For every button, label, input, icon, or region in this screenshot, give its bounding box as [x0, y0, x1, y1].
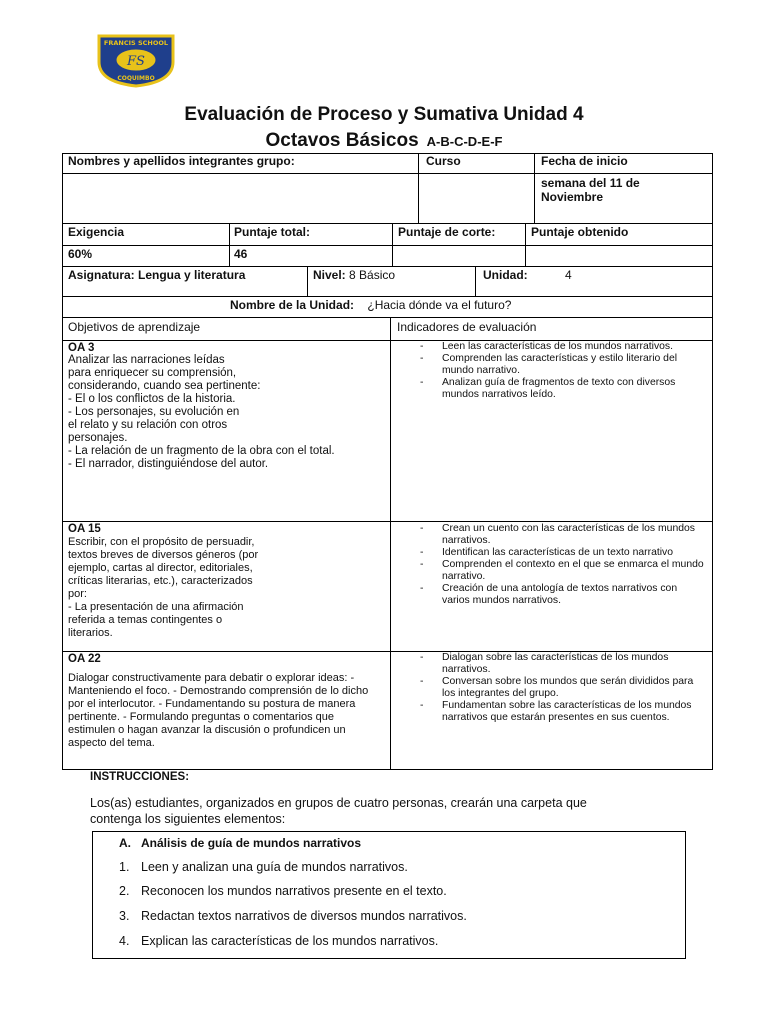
- objective-line: - La presentación de una afirmación: [68, 601, 244, 613]
- section-letters: A-B-C-D-E-F: [426, 134, 503, 149]
- indicator-item: - Identifican las características de un texto narrativo: [418, 547, 706, 559]
- oa-objective: [68, 672, 386, 750]
- objective-line: Manteniendo el foco. - Demostrando comprensión de lo dicho: [68, 685, 369, 697]
- objective-line: por el interlocutor. - Fundamentando su postura de manera: [68, 698, 356, 710]
- curso-label: Curso: [426, 154, 461, 168]
- section-title: Análisis de guía de mundos narrativos: [141, 836, 362, 850]
- nivel-label: Nivel:: [313, 268, 346, 282]
- task-item: [119, 860, 408, 874]
- indicator-item: - Creación de una antología de textos narrativos con varios mundos narrativos.: [418, 583, 706, 607]
- names-label: Nombres y apellidos integrantes grupo:: [68, 154, 295, 168]
- indicadores-header: Indicadores de evaluación: [397, 320, 537, 334]
- objective-line: personajes.: [68, 432, 128, 444]
- exigencia-label: Exigencia: [68, 225, 125, 239]
- objective-line: referida a temas contingentes o: [68, 614, 223, 626]
- fecha-value-line2: Noviembre: [541, 190, 604, 204]
- objective-line: el relato y su relación con otros: [68, 419, 228, 431]
- indicator-item: - Analizan guía de fragmentos de texto con diversos mundos narrativos leído.: [418, 377, 706, 401]
- objective-line: - El o los conflictos de la historia.: [68, 393, 236, 405]
- puntaje-corte-label: Puntaje de corte:: [398, 225, 496, 239]
- nombre-unidad-value: ¿Hacia dónde va el futuro?: [367, 298, 512, 312]
- oa-code: OA 22: [68, 653, 101, 665]
- task-number: 3.: [119, 909, 130, 923]
- objective-line: ejemplo, cartas al director, editoriales,: [68, 562, 253, 574]
- indicators-list: [418, 652, 706, 724]
- objective-line: - La relación de un fragmento de la obra con el total.: [68, 445, 335, 457]
- oa-code: OA 15: [68, 523, 101, 535]
- task-item: [119, 884, 447, 898]
- instructions-heading: INSTRUCCIONES:: [90, 771, 190, 783]
- objective-line: aspecto del tema.: [68, 737, 155, 749]
- objective-line: críticas literarias, etc.), caracterizados: [68, 575, 253, 587]
- puntaje-total-label: Puntaje total:: [234, 225, 311, 239]
- objective-line: por:: [68, 588, 87, 600]
- nivel-value: 8 Básico: [349, 268, 396, 282]
- puntaje-obtenido-label: Puntaje obtenido: [531, 225, 629, 239]
- objective-line: - Los personajes, su evolución en: [68, 406, 240, 418]
- objective-line: estimulen o hagan avanzar la discusión o profundicen un: [68, 724, 346, 736]
- section-letter: A.: [119, 836, 131, 850]
- oa-objective: [68, 536, 386, 640]
- task-text: Redactan textos narrativos de diversos mundos narrativos.: [141, 909, 467, 923]
- objective-line: textos breves de diversos géneros (por: [68, 549, 259, 561]
- section-heading: [119, 836, 361, 850]
- document-title: Evaluación de Proceso y Sumativa Unidad 4: [184, 104, 584, 125]
- objective-line: considerando, cuando sea pertinente:: [68, 380, 261, 392]
- document-subtitle: [0, 130, 768, 152]
- task-number: 1.: [119, 860, 130, 874]
- oa-code: OA 3: [68, 342, 95, 354]
- logo-city: COQUIMBO: [117, 75, 155, 82]
- logo-school-name: FRANCIS SCHOOL: [103, 39, 169, 47]
- instructions-paragraph: [90, 795, 690, 827]
- task-text: Reconocen los mundos narrativos presente en el texto.: [141, 884, 447, 898]
- unidad-label: Unidad:: [483, 268, 528, 282]
- objetivos-header: Objetivos de aprendizaje: [68, 320, 201, 334]
- tasks-box: [92, 831, 686, 959]
- asignatura-label: Asignatura: Lengua y literatura: [68, 268, 246, 282]
- objective-line: literarios.: [68, 627, 113, 639]
- level-title: Octavos Básicos: [265, 130, 419, 151]
- objective-line: Dialogar constructivamente para debatir o explorar ideas: -: [68, 672, 355, 684]
- objective-line: Escribir, con el propósito de persuadir,: [68, 536, 255, 548]
- task-text: Explican las características de los mundos narrativos.: [141, 934, 439, 948]
- indicator-item: - Comprenden las características y estilo literario del mundo narrativo.: [418, 353, 706, 377]
- indicators-list: [418, 341, 706, 401]
- unidad-value: 4: [565, 268, 572, 282]
- indicators-list: [418, 523, 706, 607]
- objective-line: para enriquecer su comprensión,: [68, 367, 237, 379]
- puntaje-total-value: 46: [234, 247, 248, 261]
- paragraph-line: Los(as) estudiantes, organizados en grupos de cuatro personas, crearán una carpeta que: [90, 796, 587, 810]
- paragraph-line: contenga los siguientes elementos:: [90, 812, 286, 826]
- indicator-item: - Fundamentan sobre las características de los mundos narrativos que estarán presentes en sus cuentos.: [418, 700, 706, 724]
- nivel-field: [313, 268, 395, 282]
- objective-line: Analizar las narraciones leídas: [68, 354, 225, 366]
- exigencia-value: 60%: [68, 247, 93, 261]
- task-item: [119, 934, 438, 948]
- fecha-label: Fecha de inicio: [541, 154, 628, 168]
- objective-line: - El narrador, distinguiéndose del autor.: [68, 458, 269, 470]
- indicator-item: - Dialogan sobre las características de los mundos narrativos.: [418, 652, 706, 676]
- indicator-item: - Conversan sobre los mundos que serán divididos para los integrantes del grupo.: [418, 676, 706, 700]
- school-logo: [95, 32, 177, 88]
- fecha-value-line1: semana del 11 de: [541, 176, 640, 190]
- task-number: 4.: [119, 934, 130, 948]
- nombre-unidad: [230, 298, 511, 312]
- indicator-item: - Comprenden el contexto en el que se enmarca el mundo narrativo.: [418, 559, 706, 583]
- task-item: [119, 909, 467, 923]
- indicator-item: - Leen las características de los mundos narrativos.: [418, 341, 706, 353]
- indicator-item: - Crean un cuento con las características de los mundos narrativos.: [418, 523, 706, 547]
- oa-objective: [68, 354, 386, 471]
- objective-line: pertinente. - Formulando preguntas o comentarios que: [68, 711, 334, 723]
- logo-monogram: FS: [127, 54, 145, 69]
- task-text: Leen y analizan una guía de mundos narrativos.: [141, 860, 408, 874]
- task-number: 2.: [119, 884, 130, 898]
- nombre-unidad-label: Nombre de la Unidad:: [230, 298, 355, 312]
